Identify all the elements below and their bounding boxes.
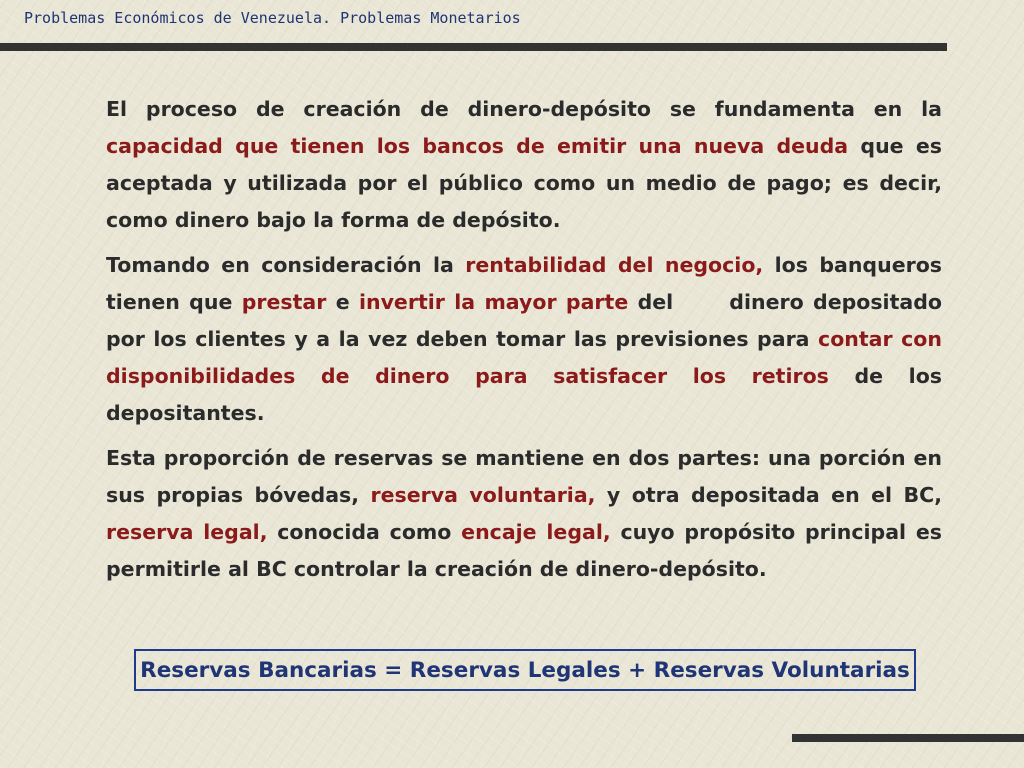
- text-run: Esta proporción de reservas se mantiene en dos partes: una porción en sus propias bóvedas,: [106, 446, 942, 507]
- text-run: Tomando en consideración la: [106, 253, 466, 277]
- highlighted-text: reserva voluntaria,: [370, 483, 596, 507]
- text-run: y otra depositada en el BC,: [595, 483, 942, 507]
- text-run: de los depositantes.: [106, 364, 942, 425]
- formula-box: [134, 649, 916, 691]
- text-run: que es aceptada y utilizada por el público como un medio de pago; es decir, como dinero bajo la forma de depósito.: [106, 134, 942, 232]
- highlighted-text: invertir la mayor parte: [358, 290, 629, 314]
- paragraph-reservas: [106, 440, 942, 588]
- text-run: e: [326, 290, 359, 314]
- text-run: los banqueros tienen que: [106, 253, 942, 314]
- slide-body: [106, 91, 942, 596]
- highlighted-text: rentabilidad del negocio,: [465, 253, 764, 277]
- highlighted-text: reserva legal,: [106, 520, 268, 544]
- top-divider-bar: [0, 43, 947, 51]
- highlighted-text: prestar: [241, 290, 327, 314]
- formula-text: Reservas Bancarias = Reservas Legales + Reservas Voluntarias: [140, 657, 910, 683]
- text-run: cuyo propósito principal es permitirle al BC controlar la creación de dinero-depósito.: [106, 520, 942, 581]
- paragraph-rentabilidad: [106, 247, 942, 432]
- bottom-divider-bar: [792, 734, 1024, 742]
- highlighted-text: capacidad que tienen los bancos de emitir una nueva deuda: [106, 134, 849, 158]
- highlighted-text: encaje legal,: [461, 520, 611, 544]
- highlighted-text: contar con disponibilidades de dinero para satisfacer los retiros: [106, 327, 942, 388]
- text-run: El proceso de creación de dinero-depósito se fundamenta en la: [106, 97, 942, 121]
- slide-header-title: Problemas Económicos de Venezuela. Problemas Monetarios: [24, 9, 521, 27]
- text-run: del dinero depositado por los clientes y a la vez deben tomar las previsiones para: [106, 290, 942, 351]
- paragraph-dinero-deposito: [106, 91, 942, 239]
- text-run: conocida como: [267, 520, 462, 544]
